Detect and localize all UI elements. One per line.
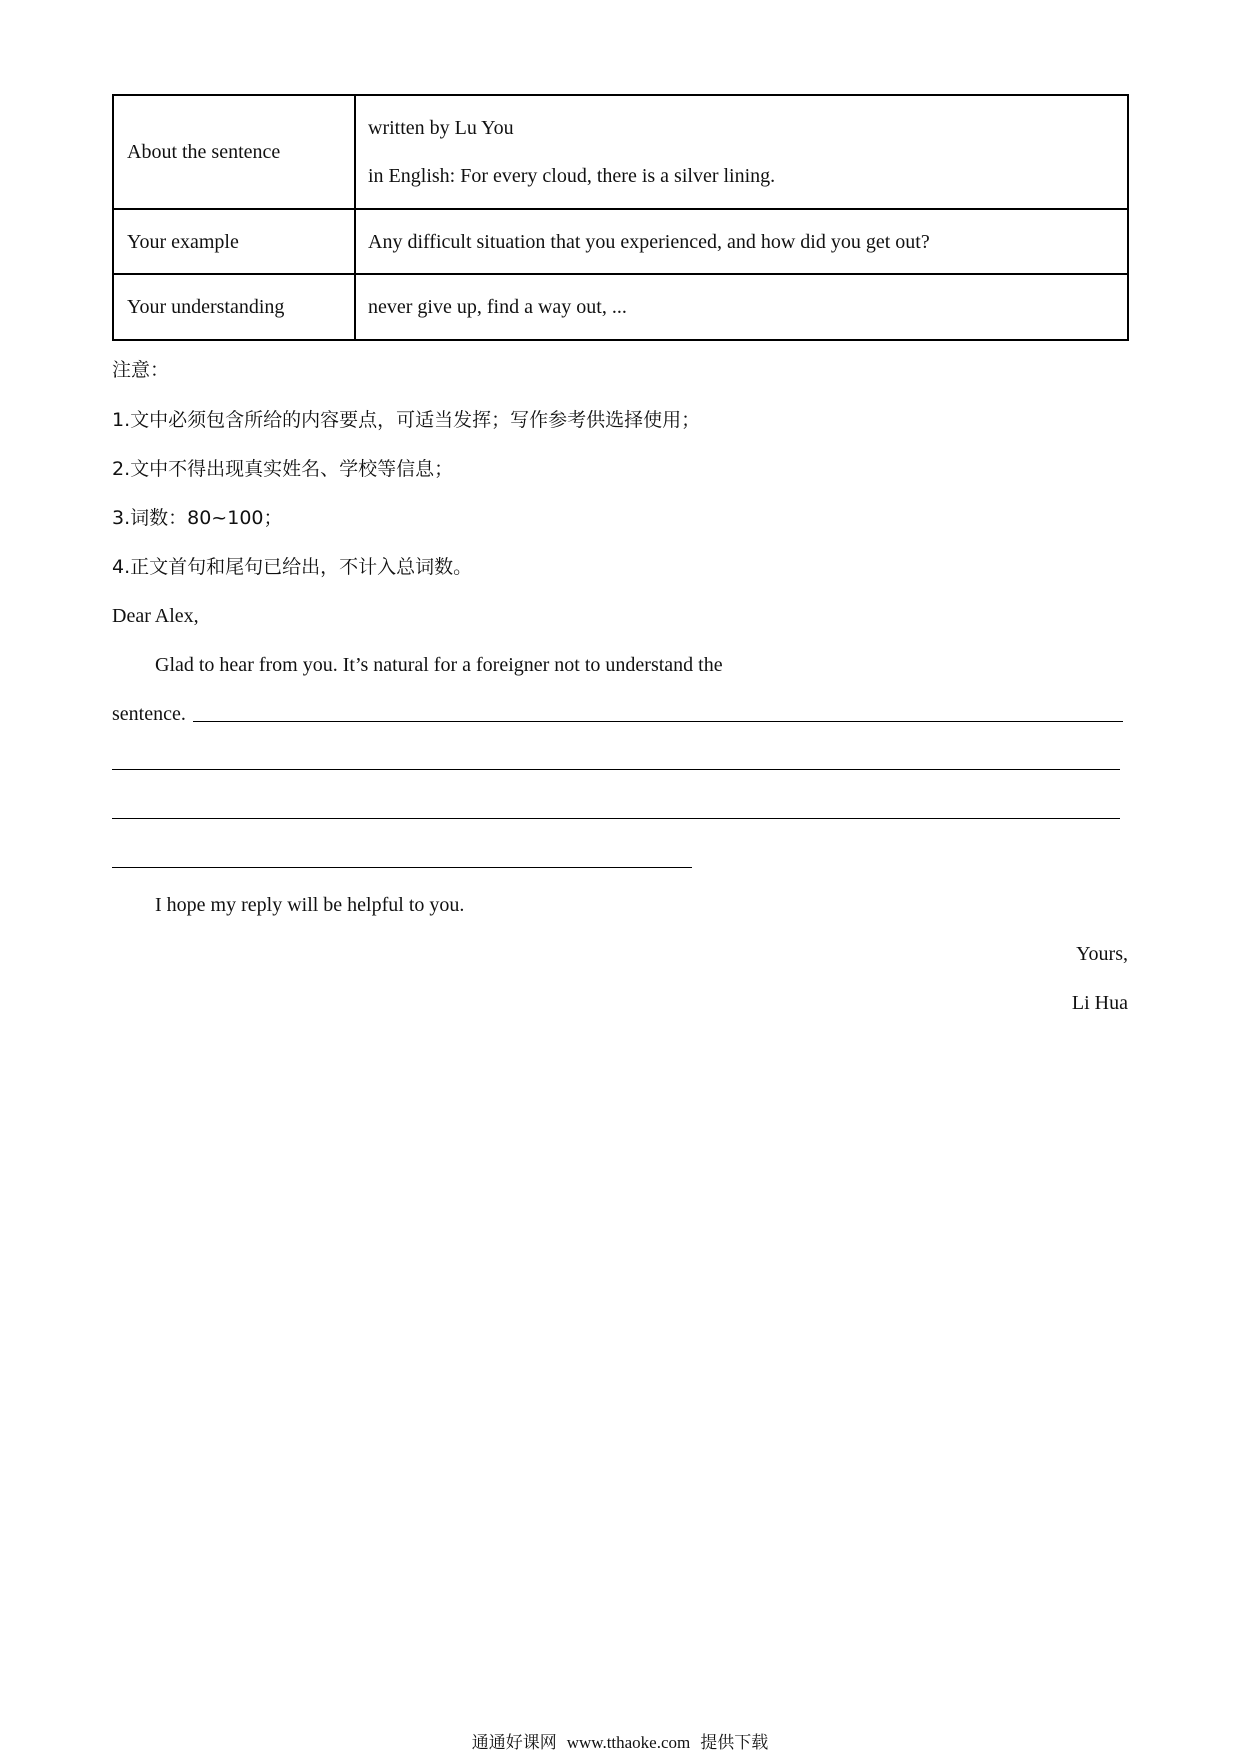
writing-line[interactable] [193, 721, 1123, 722]
table-row [113, 95, 1128, 209]
writing-line[interactable] [112, 818, 1120, 819]
row-content [355, 209, 1128, 274]
page-footer [0, 1733, 1240, 1753]
info-table [112, 94, 1129, 341]
row-label: Your example [113, 209, 355, 274]
footer-download: 提供下载 [700, 1733, 769, 1753]
letter-closing: I hope my reply will be helpful to you. [155, 894, 465, 916]
letter-opening-cont: sentence. [112, 703, 186, 725]
row-line: never give up, find a way out, ... [368, 296, 627, 318]
note-item: 4.正文首句和尾句已给出，不计入总词数。 [112, 556, 473, 578]
row-content [355, 274, 1128, 340]
row-line: Any difficult situation that you experienced, and how did you get out? [368, 230, 930, 253]
notes-heading: 注意： [112, 359, 170, 381]
note-item: 1.文中必须包含所给的内容要点，可适当发挥；写作参考供选择使用； [112, 409, 701, 431]
table-row [113, 274, 1128, 340]
writing-line[interactable] [112, 769, 1120, 770]
note-item: 3.词数：80~100； [112, 507, 283, 529]
letter-salutation: Dear Alex, [112, 605, 199, 627]
note-item: 2.文中不得出现真实姓名、学校等信息； [112, 458, 454, 480]
footer-site-name: 通通好课网 [471, 1733, 557, 1753]
row-line: written by Lu You [368, 117, 514, 139]
row-label: About the sentence [113, 95, 355, 209]
writing-line[interactable] [112, 867, 692, 868]
row-label: Your understanding [113, 274, 355, 340]
letter-signature: Li Hua [1071, 992, 1128, 1014]
letter-opening: Glad to hear from you. It’s natural for a foreigner not to understand the [155, 654, 723, 676]
row-line: in English: For every cloud, there is a silver lining. [368, 165, 776, 187]
table-row [113, 209, 1128, 274]
row-content [355, 95, 1128, 209]
footer-url[interactable]: www.tthaoke.com [566, 1733, 691, 1752]
letter-signoff: Yours, [1076, 943, 1128, 965]
